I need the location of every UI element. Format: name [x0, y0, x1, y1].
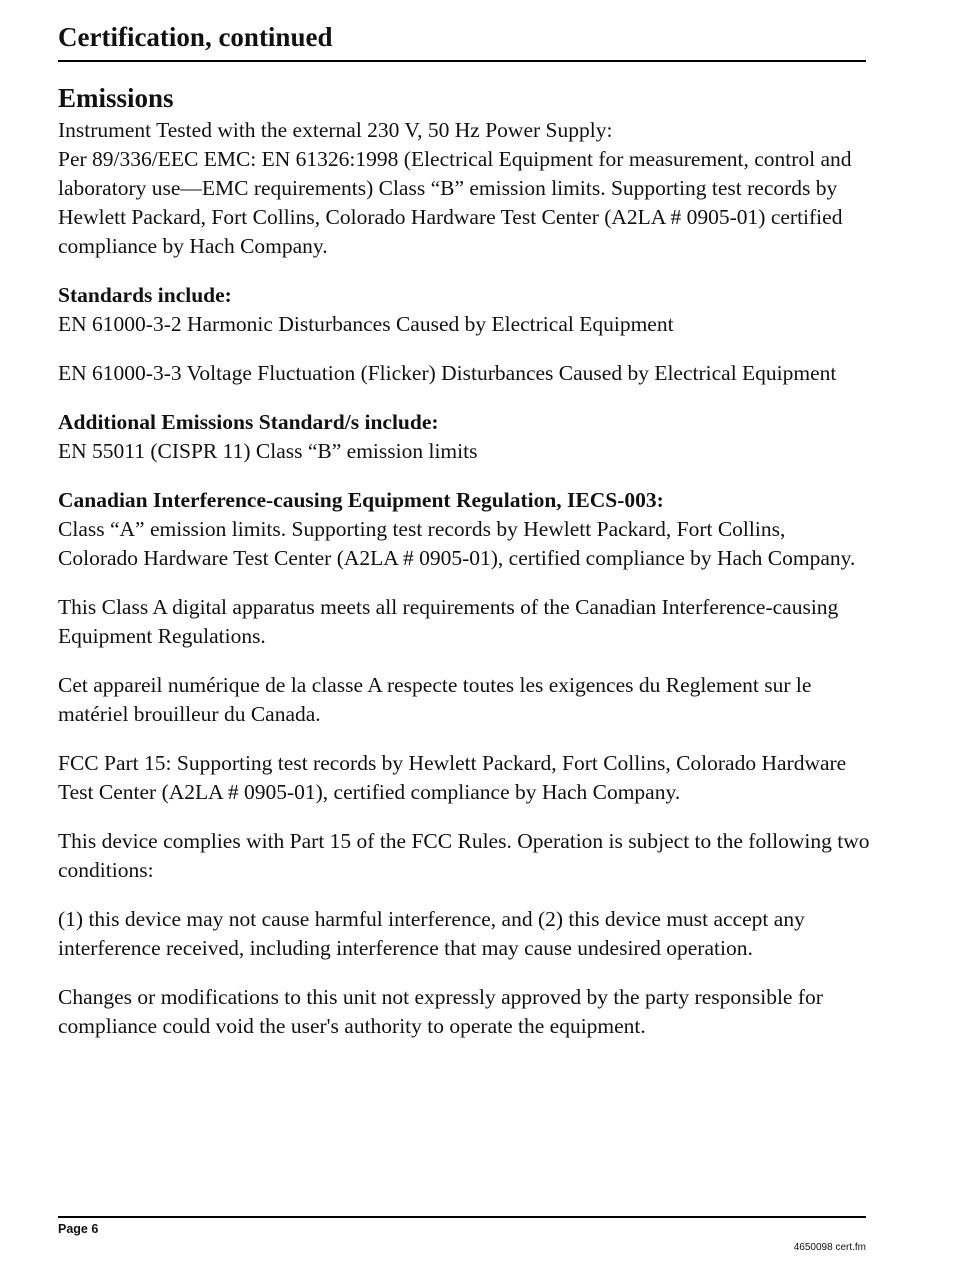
- standard-item-2: EN 61000-3-3 Voltage Fluctuation (Flicker) Disturbances Caused by Electrical Equipment: [58, 361, 837, 385]
- intro-line-2: Per 89/336/EEC EMC: EN 61326:1998 (Electrical Equipment for measurement, control and laboratory use—EMC requirements) Class “B” emission limits. Supporting test records by Hewlett Packard, Fort Collins, Colorado Hardware Test Center (A2LA # 0905-01) certified compliance by Hach Company.: [58, 147, 852, 258]
- paragraph-french-notice: Cet appareil numérique de la classe A respecte toutes les exigences du Reglement sur le matériel brouilleur du Canada.: [58, 673, 812, 726]
- section-heading-emissions: Emissions: [58, 83, 174, 113]
- paragraph-modifications-warning: Changes or modifications to this unit not expressly approved by the party responsible for compliance could void the user's authority to operate the equipment.: [58, 985, 823, 1038]
- paragraph-fcc-conditions: (1) this device may not cause harmful interference, and (2) this device must accept any interference received, including interference that may cause undesired operation.: [58, 907, 805, 960]
- standard-item-1: EN 61000-3-2 Harmonic Disturbances Caused by Electrical Equipment: [58, 312, 674, 336]
- canadian-regulation-block: [58, 486, 870, 573]
- page-header: [58, 20, 866, 62]
- page-title: Certification, continued: [58, 22, 333, 52]
- additional-standards-text: EN 55011 (CISPR 11) Class “B” emission limits: [58, 439, 478, 463]
- canadian-regulation-heading: Canadian Interference-causing Equipment Regulation, IECS-003:: [58, 488, 664, 512]
- canadian-regulation-text: Class “A” emission limits. Supporting test records by Hewlett Packard, Fort Collins, Colorado Hardware Test Center (A2LA # 0905-01), certified compliance by Hach Company.: [58, 517, 856, 570]
- emissions-intro: [58, 116, 870, 261]
- additional-standards-block: [58, 408, 870, 466]
- paragraph-fcc-part-15: FCC Part 15: Supporting test records by Hewlett Packard, Fort Collins, Colorado Hardware Test Center (A2LA # 0905-01), certified compliance by Hach Company.: [58, 751, 847, 804]
- standards-block: [58, 281, 870, 339]
- file-name: 4650098 cert.fm: [793, 1242, 866, 1253]
- standards-heading: Standards include:: [58, 283, 232, 307]
- intro-line-1: Instrument Tested with the external 230 V, 50 Hz Power Supply:: [58, 118, 613, 142]
- paragraph-canadian-apparatus: This Class A digital apparatus meets all requirements of the Canadian Interference-causing Equipment Regulations.: [58, 595, 839, 648]
- paragraph-fcc-compliance: This device complies with Part 15 of the FCC Rules. Operation is subject to the following two conditions:: [58, 829, 870, 882]
- additional-standards-heading: Additional Emissions Standard/s include:: [58, 410, 439, 434]
- page-footer: [58, 1216, 866, 1253]
- page-number: Page 6: [58, 1222, 99, 1236]
- page-content: [58, 80, 870, 1061]
